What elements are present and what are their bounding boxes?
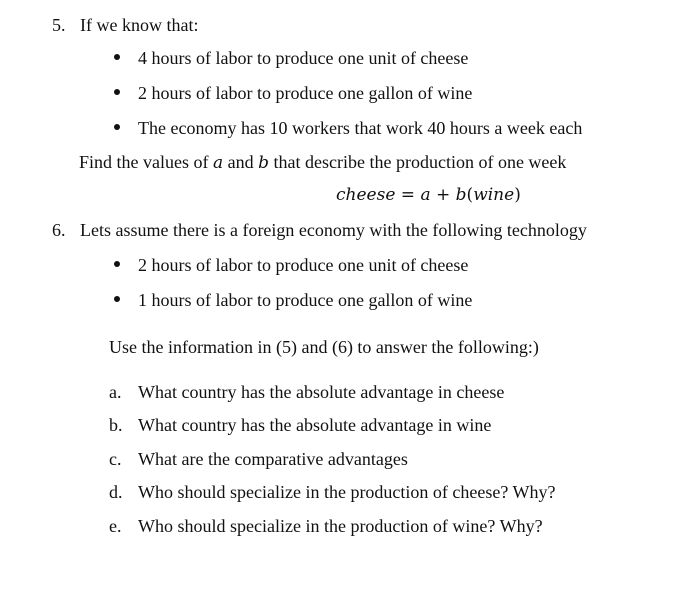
eq-close-paren: )	[514, 185, 521, 205]
q5-bullet-3: The economy has 10 workers that work 40 hours a week each	[138, 118, 583, 138]
variable-b: b	[258, 153, 270, 173]
part-letter: e.	[109, 516, 122, 536]
q5-bullet-1: 4 hours of labor to produce one unit of cheese	[138, 48, 469, 68]
q5-bullet-2: 2 hours of labor to produce one gallon of wine	[138, 83, 473, 103]
q6-part-e	[109, 515, 543, 537]
eq-plus: +	[430, 185, 456, 205]
question-5-stem: If we know that:	[80, 15, 199, 35]
bullet-dot	[114, 54, 120, 60]
q6-part-b	[109, 414, 492, 436]
q5-find-sentence	[79, 151, 566, 174]
eq-wine: wine	[473, 185, 515, 205]
eq-equals: =	[395, 185, 421, 205]
bullet-dot	[114, 296, 120, 302]
part-text: Who should specialize in the production of cheese? Why?	[138, 482, 556, 502]
part-letter: c.	[109, 449, 122, 469]
question-5-number: 5.	[52, 15, 66, 35]
q6-part-c	[109, 448, 408, 470]
find-prefix: Find the values of	[79, 152, 213, 172]
question-6-number: 6.	[52, 220, 66, 240]
eq-a: a	[420, 185, 431, 205]
q5-equation	[336, 184, 521, 206]
part-letter: d.	[109, 482, 123, 502]
bullet-dot	[114, 261, 120, 267]
bullet-dot	[114, 124, 120, 130]
question-6-stem: Lets assume there is a foreign economy with the following technology	[80, 220, 587, 240]
find-and: and	[223, 152, 259, 172]
variable-a: a	[212, 153, 224, 173]
q6-part-a	[109, 381, 505, 403]
eq-b: b	[455, 185, 467, 205]
eq-open-paren: (	[466, 185, 474, 205]
q6-part-d	[109, 481, 556, 503]
part-letter: b.	[109, 415, 123, 435]
part-letter: a.	[109, 382, 122, 402]
q6-bullet-1: 2 hours of labor to produce one unit of cheese	[138, 255, 469, 275]
eq-cheese: cheese	[336, 185, 396, 205]
part-text: Who should specialize in the production of wine? Why?	[138, 516, 543, 536]
find-suffix: that describe the production of one week	[269, 152, 567, 172]
part-text: What country has the absolute advantage in wine	[138, 415, 492, 435]
part-text: What are the comparative advantages	[138, 449, 408, 469]
part-text: What country has the absolute advantage in cheese	[138, 382, 505, 402]
q6-bullet-2: 1 hours of labor to produce one gallon of wine	[138, 290, 473, 310]
bullet-dot	[114, 89, 120, 95]
q6-instruction: Use the information in (5) and (6) to answer the following:)	[109, 337, 539, 357]
